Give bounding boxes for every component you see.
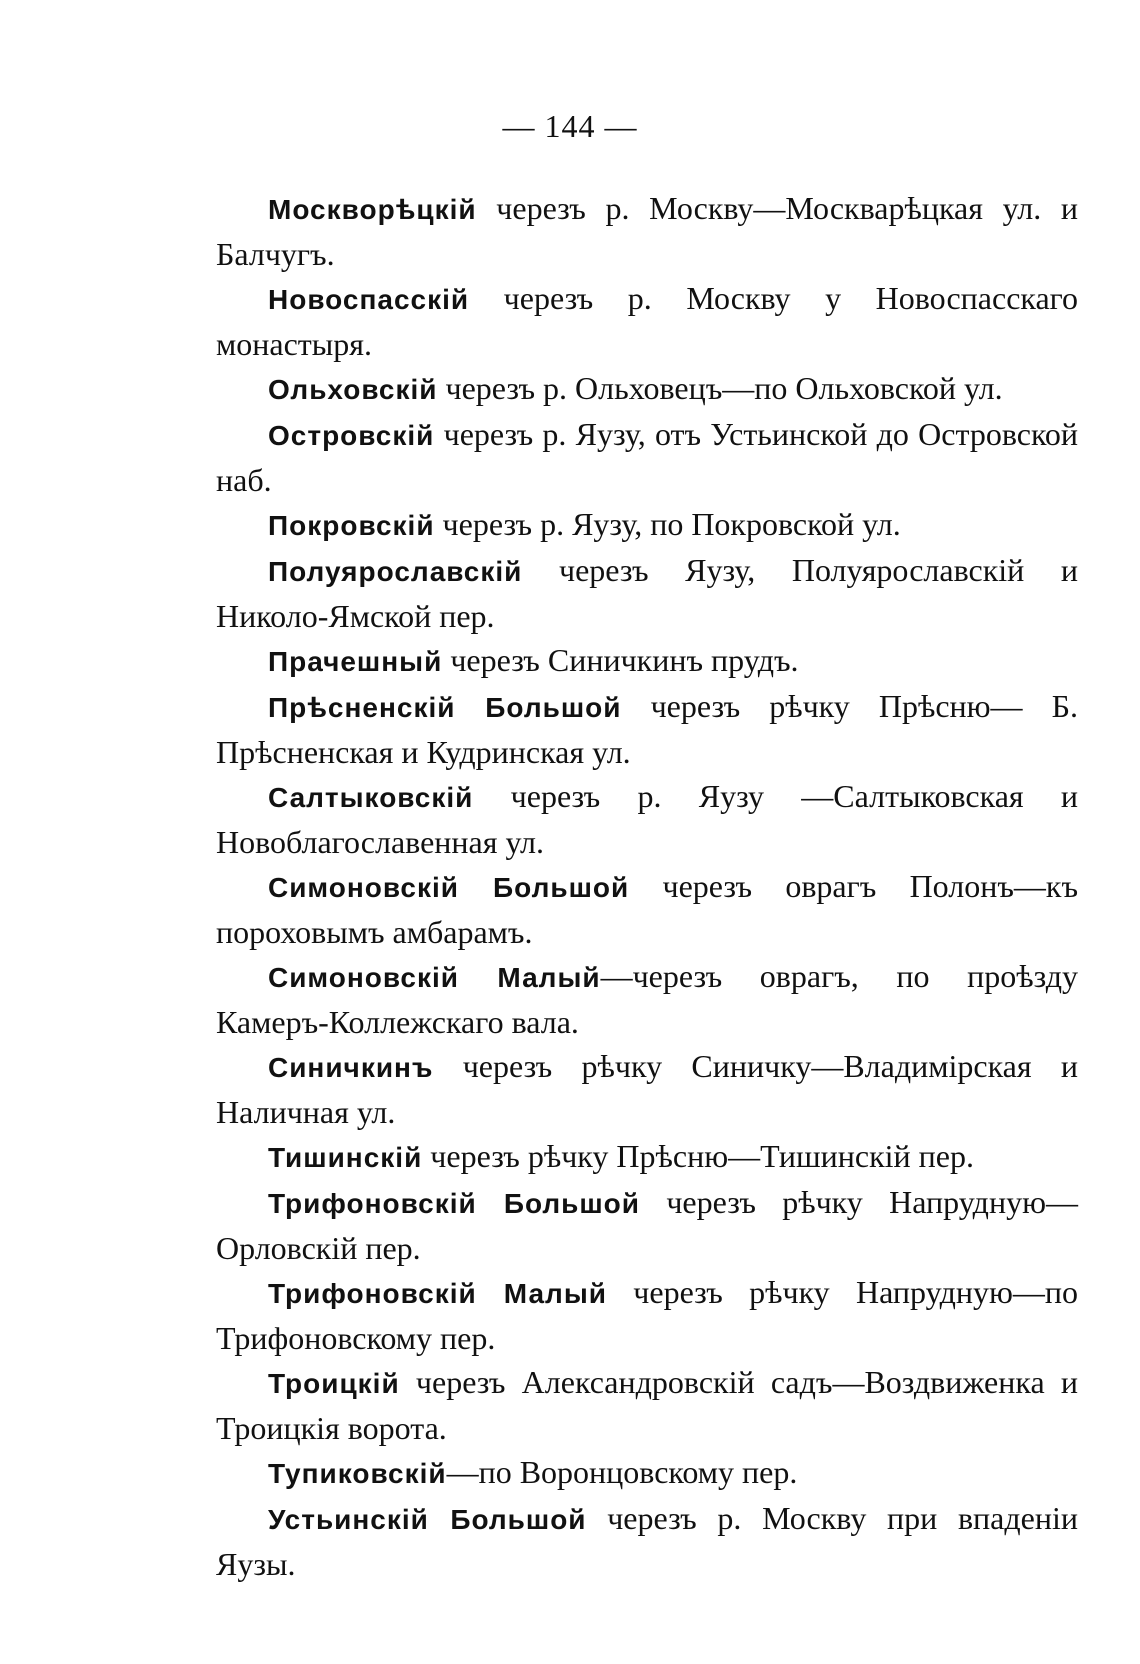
entry-text: черезъ Александровскій садъ—Воздвиженка и Троицкія ворота. (216, 1364, 1078, 1446)
list-item (216, 502, 1078, 548)
list-item (216, 548, 1078, 638)
entry-heading: Покровскій (268, 510, 435, 541)
entry-text: черезъ рѣчку Синичку—Владимірская и Наличная ул. (216, 1048, 1078, 1130)
entry-text: черезъ рѣчку Прѣсню— Б. Прѣсненская и Кудринская ул. (216, 688, 1078, 770)
list-item (216, 638, 1078, 684)
entry-text: черезъ р. Яузу, по Покровской ул. (434, 506, 901, 542)
entry-heading: Тишинскій (268, 1142, 423, 1173)
entry-text: черезъ р. Москву—Москварѣцкая ул. и Балчугъ. (216, 190, 1078, 272)
list-item (216, 684, 1078, 774)
entry-text: черезъ р. Ольховецъ—по Ольховской ул. (437, 370, 1003, 406)
bridge-list (216, 186, 1078, 1586)
list-item (216, 1450, 1078, 1496)
entry-text: черезъ оврагъ Полонъ—къ пороховымъ амбарамъ. (216, 868, 1078, 950)
entry-text: черезъ рѣчку Напрудную—Орловскій пер. (216, 1184, 1078, 1266)
entry-heading: Полуярославскій (268, 556, 523, 587)
entry-heading: Новоспасскій (268, 284, 470, 315)
entry-heading: Ольховскій (268, 374, 438, 405)
entry-text: черезъ р. Москву при впаденіи Яузы. (216, 1500, 1079, 1582)
page-number: — 144 — (502, 108, 638, 144)
entry-heading: Трифоновскій Малый (268, 1278, 607, 1309)
entry-heading: Синичкинъ (268, 1052, 434, 1083)
list-item (216, 186, 1078, 276)
entry-heading: Прѣсненскій Большой (268, 692, 622, 723)
entry-text: черезъ Яузу, Полуярославскій и Николо-Ямской пер. (216, 552, 1078, 634)
list-item (216, 366, 1078, 412)
list-item (216, 1360, 1078, 1450)
list-item (216, 864, 1078, 954)
entry-text: черезъ р. Яузу —Салтыковская и Новоблагославенная ул. (216, 778, 1078, 860)
list-item (216, 1134, 1078, 1180)
entry-heading: Островскій (268, 420, 435, 451)
list-item (216, 276, 1078, 366)
entry-heading: Тупиковскій (268, 1458, 447, 1489)
entry-heading: Прачешный (268, 646, 443, 677)
entry-heading: Салтыковскій (268, 782, 474, 813)
entry-text: —по Воронцовскому пер. (446, 1454, 798, 1490)
entry-text: черезъ р. Москву у Новоспасскаго монастыря. (216, 280, 1078, 362)
entry-text: черезъ рѣчку Прѣсню—Тишинскій пер. (422, 1138, 974, 1174)
list-item (216, 1180, 1078, 1270)
entry-heading: Трифоновскій Большой (268, 1188, 640, 1219)
list-item (216, 1270, 1078, 1360)
entry-heading: Симоновскій Большой (268, 872, 630, 903)
entry-heading: Симоновскій Малый (268, 962, 601, 993)
entry-text: черезъ рѣчку Напрудную—по Трифоновскому пер. (216, 1274, 1078, 1356)
list-item (216, 1044, 1078, 1134)
entry-heading: Троицкій (268, 1368, 400, 1399)
entry-heading: Москворѣцкій (268, 194, 477, 225)
entry-heading: Устьинскій Большой (268, 1504, 587, 1535)
list-item (216, 1496, 1078, 1586)
entry-text: —черезъ оврагъ, по проѣзду Камеръ-Коллежскаго вала. (216, 958, 1079, 1040)
list-item (216, 412, 1078, 502)
entry-text: черезъ Синичкинъ прудъ. (442, 642, 799, 678)
list-item (216, 954, 1078, 1044)
list-item (216, 774, 1078, 864)
entry-text: черезъ р. Яузу, отъ Устьинской до Островской наб. (216, 416, 1078, 498)
